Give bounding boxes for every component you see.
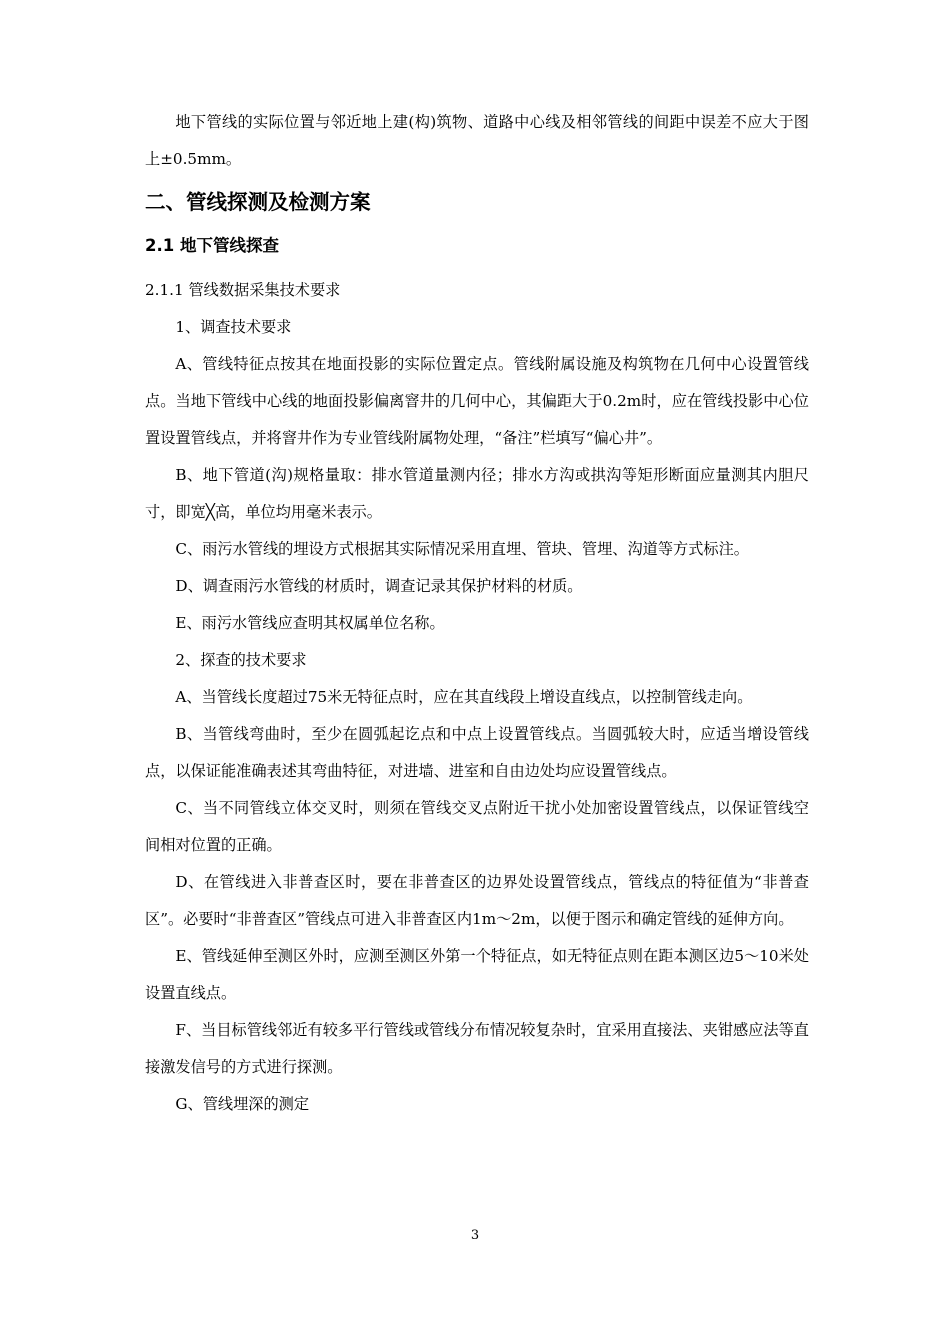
subsection-heading: 2.1 地下管线探查 — [145, 236, 279, 255]
body-paragraph: B、当管线弯曲时，至少在圆弧起讫点和中点上设置管线点。当圆弧较大时，应适当增设管线点，以保证能准确表述其弯曲特征，对进墙、进室和自由边处均应设置管线点。 — [145, 725, 809, 780]
body-paragraph: A、管线特征点按其在地面投影的实际位置定点。管线附属设施及构筑物在几何中心设置管线点。当地下管线中心线的地面投影偏离窨井的几何中心，其偏距大于0.2m时，应在管线投影中心位置设置管线点，并将窨井作为专业管线附属物处理，“备注”栏填写“偏心井”。 — [145, 355, 809, 447]
page-content — [145, 104, 809, 1123]
sub-subsection-heading: 2.1.1 管线数据采集技术要求 — [145, 281, 341, 299]
body-paragraph: D、在管线进入非普查区时，要在非普查区的边界处设置管线点，管线点的特征值为“非普查区”。必要时“非普查区”管线点可进入非普查区内1m～2m，以便于图示和确定管线的延伸方向。 — [145, 873, 809, 928]
body-paragraph: E、管线延伸至测区外时，应测至测区外第一个特征点，如无特征点则在距本测区边5～10米处设置直线点。 — [145, 947, 809, 1002]
body-paragraph: 1、调查技术要求 — [175, 318, 292, 336]
body-paragraph: F、当目标管线邻近有较多平行管线或管线分布情况较复杂时，宜采用直接法、夹钳感应法等直接激发信号的方式进行探测。 — [145, 1021, 809, 1076]
section-heading: 二、管线探测及检测方案 — [145, 190, 371, 214]
body-paragraph: 2、探查的技术要求 — [175, 651, 307, 669]
body-paragraph: D、调查雨污水管线的材质时，调查记录其保护材料的材质。 — [175, 577, 583, 595]
body-paragraph: A、当管线长度超过75米无特征点时，应在其直线段上增设直线点，以控制管线走向。 — [175, 688, 753, 706]
body-paragraph: G、管线埋深的测定 — [175, 1095, 310, 1113]
intro-paragraph: 地下管线的实际位置与邻近地上建(构)筑物、道路中心线及相邻管线的间距中误差不应大于图上±0.5mm。 — [145, 113, 809, 168]
body-paragraph: B、地下管道(沟)规格量取：排水管道量测内径；排水方沟或拱沟等矩形断面应量测其内胆尺寸，即宽╳高，单位均用毫米表示。 — [145, 466, 809, 521]
body-paragraph: C、雨污水管线的埋设方式根据其实际情况采用直埋、管块、管埋、沟道等方式标注。 — [175, 540, 749, 558]
page-number: 3 — [470, 1228, 480, 1243]
body-paragraph: C、当不同管线立体交叉时，则须在管线交叉点附近干扰小处加密设置管线点，以保证管线空间相对位置的正确。 — [145, 799, 809, 854]
body-paragraph: E、雨污水管线应查明其权属单位名称。 — [175, 614, 445, 632]
